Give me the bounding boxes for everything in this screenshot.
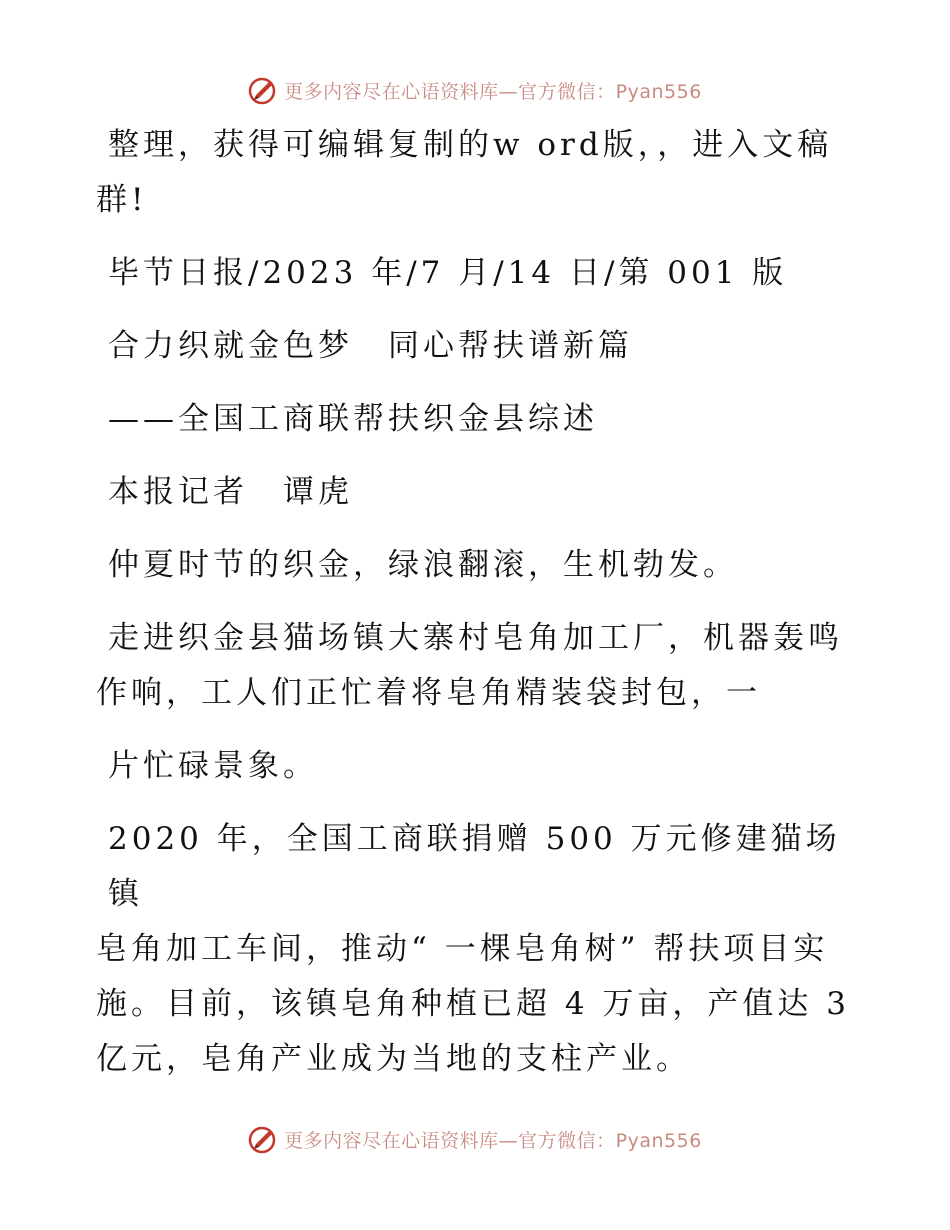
- intro-line: 整理，获得可编辑复制的w ord版，，进入文稿: [108, 127, 833, 163]
- paragraph: 片忙碌景象。: [108, 748, 318, 784]
- paragraph-line: 亿元，皂角产业成为当地的支柱产业。: [96, 1041, 691, 1077]
- paragraph-line: 2020 年，全国工商联捐赠 500 万元修建猫场镇: [108, 821, 841, 912]
- header-watermark: [0, 70, 950, 110]
- paragraph: 仲夏时节的织金，绿浪翻滚，生机勃发。: [108, 547, 738, 583]
- document-body: [96, 118, 856, 1087]
- paragraph-line: 作响，工人们正忙着将皂角精装袋封包，一: [96, 675, 761, 711]
- source-line: 毕节日报/2023 年/7 月/14 日/第 001 版: [108, 255, 788, 291]
- pen-circle-logo-icon: [248, 1124, 278, 1154]
- paragraph-line: 施。目前，该镇皂角种植已超 4 万亩，产值达 3: [96, 986, 851, 1022]
- byline: 本报记者 谭虎: [108, 474, 353, 510]
- article-subtitle: ——全国工商联帮扶织金县综述: [108, 401, 598, 437]
- paragraph-line: 皂角加工车间，推动“ 一棵皂角树” 帮扶项目实: [96, 931, 829, 967]
- footer-watermark: [0, 1119, 950, 1159]
- watermark-text: 更多内容尽在心语资料库—官方微信：Pyan556: [284, 80, 702, 103]
- pen-circle-logo-icon: [248, 75, 278, 105]
- paragraph-line: 走进织金县猫场镇大寨村皂角加工厂，机器轰鸣: [108, 620, 843, 656]
- article-title: 合力织就金色梦 同心帮扶谱新篇: [108, 328, 633, 364]
- intro-line: 群!: [96, 182, 148, 218]
- watermark-text: 更多内容尽在心语资料库—官方微信：Pyan556: [284, 1129, 702, 1152]
